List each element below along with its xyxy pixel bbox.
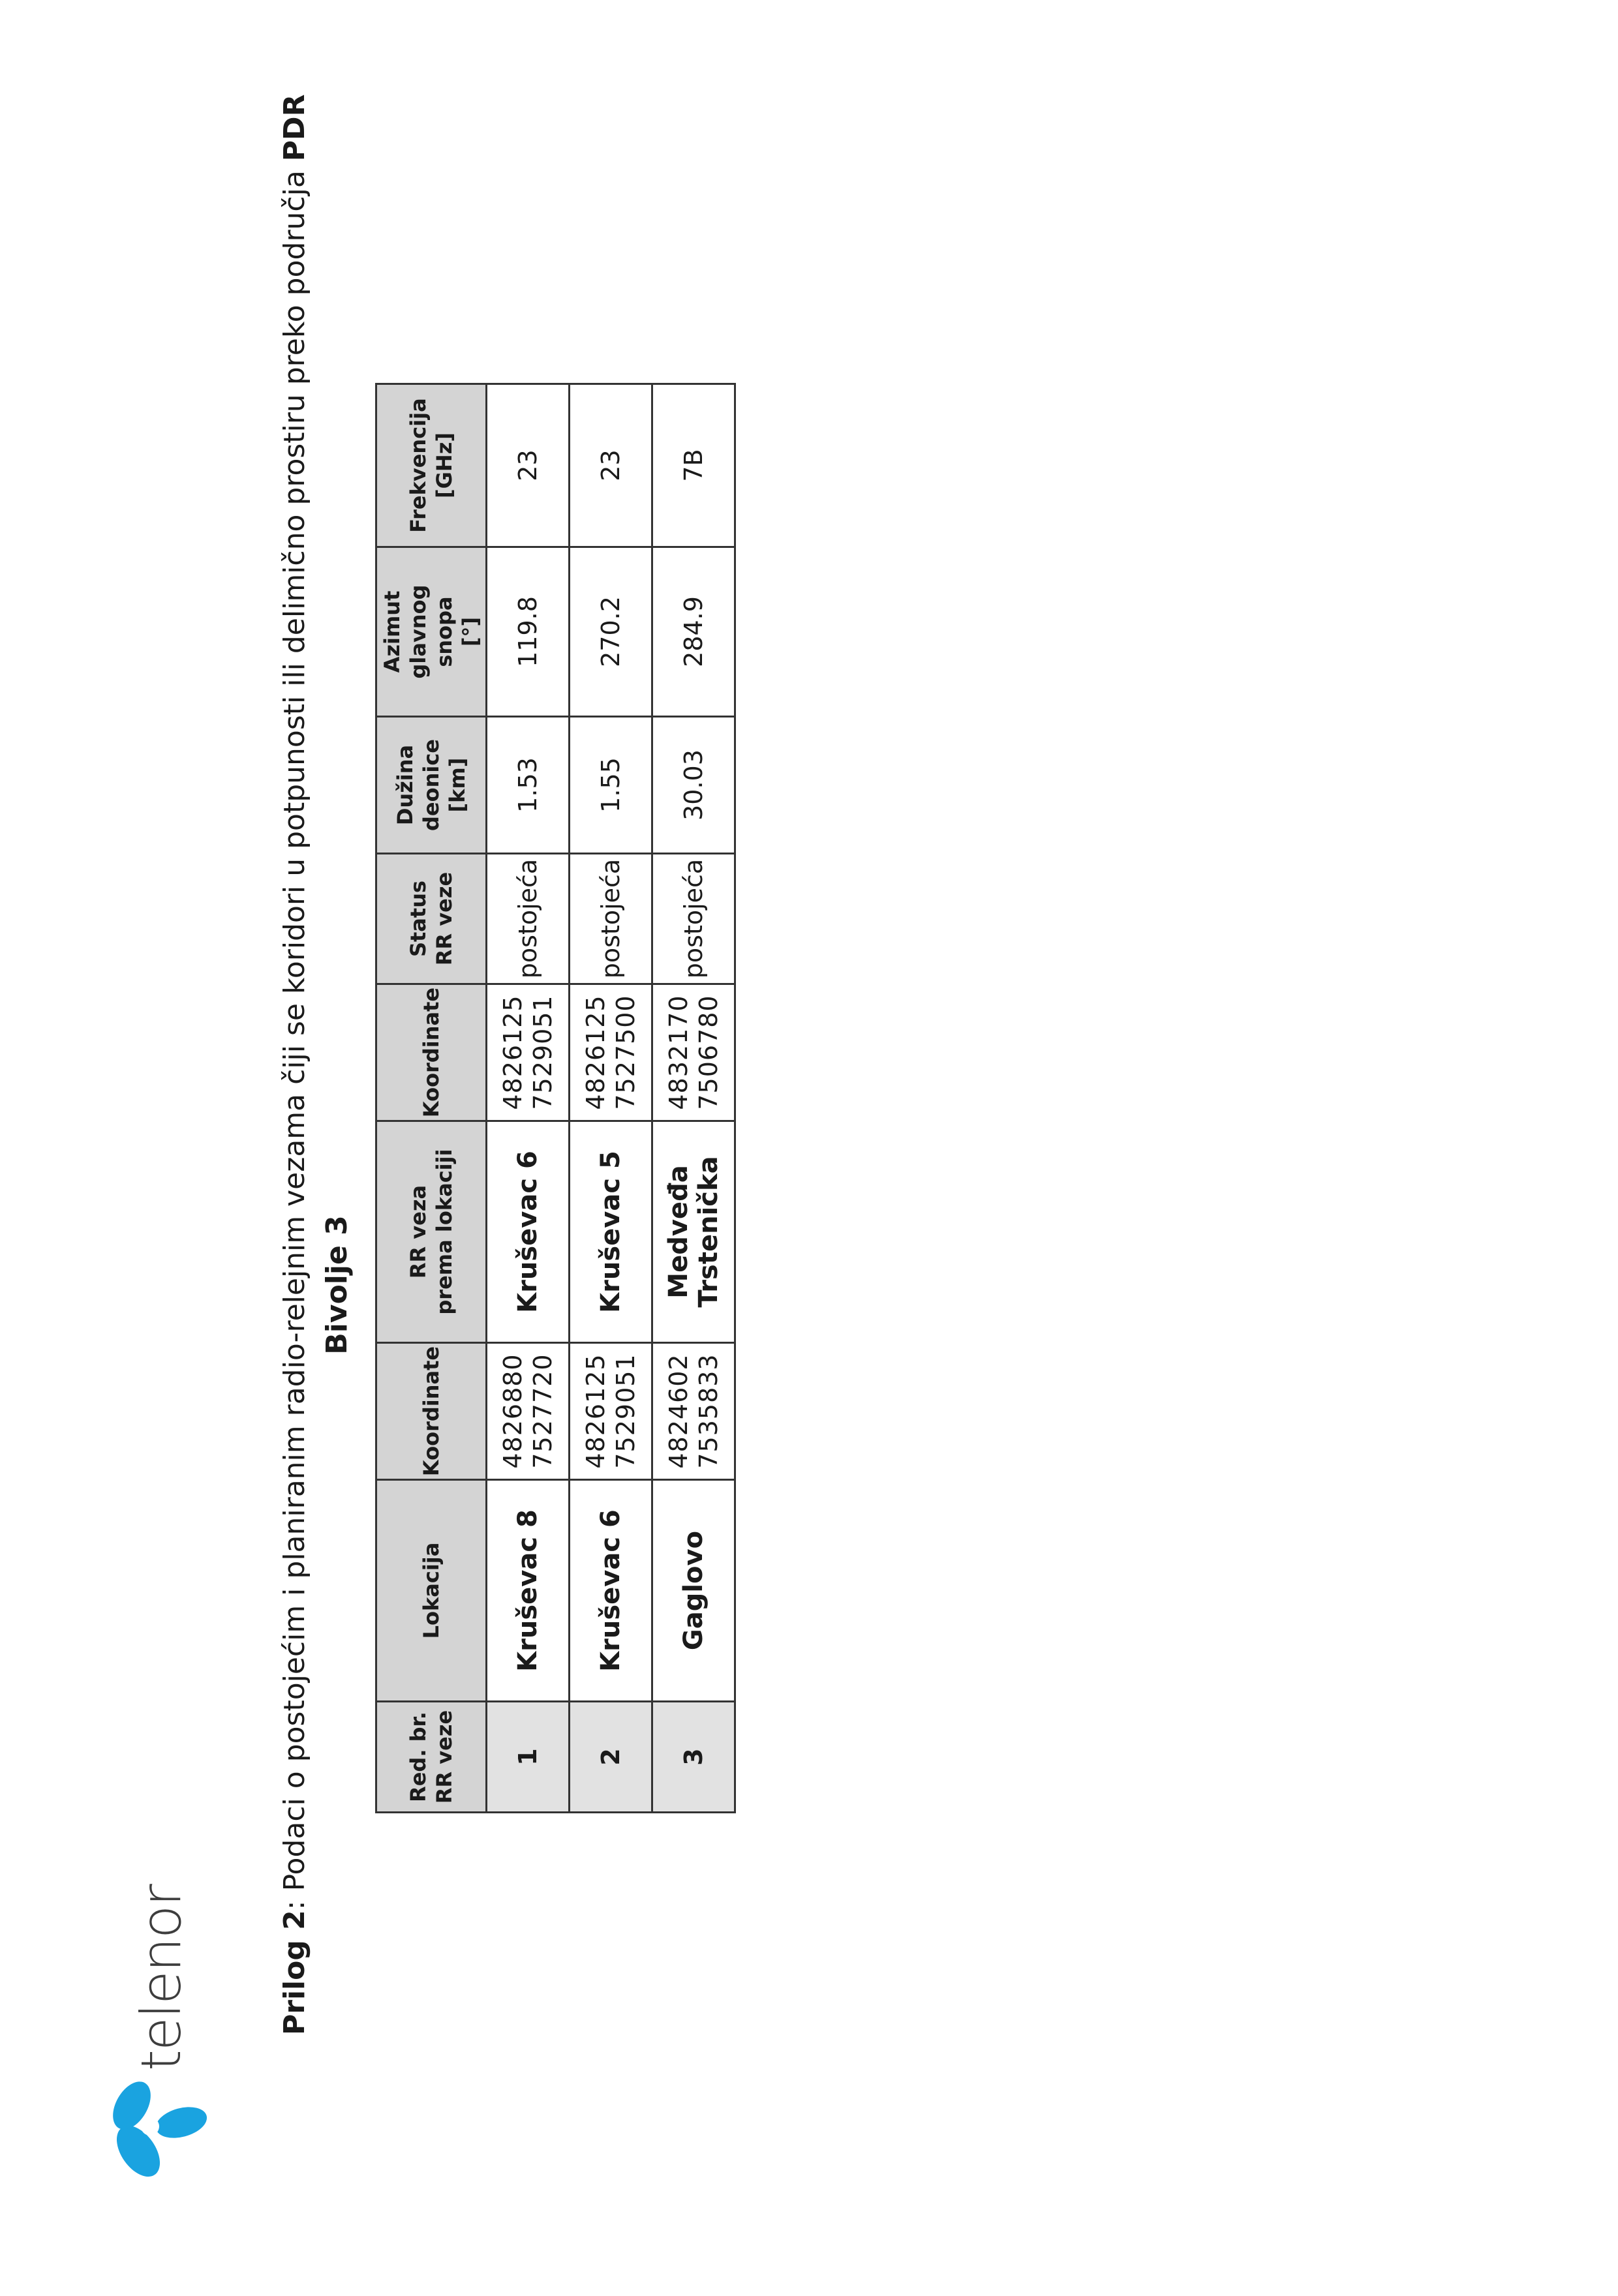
cell-status: postojeća bbox=[487, 854, 570, 984]
cell-koordinate-1: 4826880 7527720 bbox=[487, 1343, 570, 1480]
table-header-row bbox=[376, 384, 487, 1813]
header-duzina: Dužina deonice [km] bbox=[376, 717, 487, 854]
table-row bbox=[652, 384, 735, 1813]
cell-koordinate-1: 4824602 7535833 bbox=[652, 1343, 735, 1480]
caption-emphasis: PDR bbox=[278, 94, 311, 162]
telenor-propeller-icon bbox=[98, 2074, 209, 2185]
cell-frekvencija: 23 bbox=[487, 384, 570, 547]
document-subtitle: Bivolje 3 bbox=[320, 1215, 354, 1355]
cell-duzina: 1.55 bbox=[570, 717, 652, 854]
cell-azimut: 119.8 bbox=[487, 547, 570, 717]
cell-frekvencija: 23 bbox=[570, 384, 652, 547]
document-caption bbox=[277, 78, 313, 2035]
header-azimut: Azimut glavnog snopa [°] bbox=[376, 547, 487, 717]
cell-rr-veza: Kruševac 6 bbox=[487, 1121, 570, 1343]
header-red-br: Red. br. RR veze bbox=[376, 1702, 487, 1813]
header-koordinate-1: Koordinate bbox=[376, 1343, 487, 1480]
cell-koordinate-2: 4832170 7506780 bbox=[652, 984, 735, 1121]
cell-frekvencija: 7B bbox=[652, 384, 735, 547]
cell-rr-veza: Kruševac 5 bbox=[570, 1121, 652, 1343]
logo-wordmark: telenor bbox=[129, 1885, 193, 2071]
cell-koordinate-2: 4826125 7529051 bbox=[487, 984, 570, 1121]
cell-koordinate-1: 4826125 7529051 bbox=[570, 1343, 652, 1480]
cell-status: postojeća bbox=[652, 854, 735, 984]
table-row bbox=[487, 384, 570, 1813]
cell-azimut: 284.9 bbox=[652, 547, 735, 717]
caption-text: : Podaci o postojećim i planiranim radio-relejnim vezama čiji se koridori u potpunosti ili delimično prostiru preko područja bbox=[278, 161, 311, 1911]
header-frekvencija: Frekvencija [GHz] bbox=[376, 384, 487, 547]
table-row bbox=[570, 384, 652, 1813]
header-koordinate-2: Koordinate bbox=[376, 984, 487, 1121]
header-rr-veza: RR veza prema lokaciji bbox=[376, 1121, 487, 1343]
cell-status: postojeća bbox=[570, 854, 652, 984]
cell-koordinate-2: 4826125 7527500 bbox=[570, 984, 652, 1121]
cell-no: 3 bbox=[652, 1702, 735, 1813]
cell-duzina: 1.53 bbox=[487, 717, 570, 854]
rr-links-table bbox=[375, 383, 736, 1813]
cell-no: 2 bbox=[570, 1702, 652, 1813]
cell-no: 1 bbox=[487, 1702, 570, 1813]
caption-label: Prilog 2 bbox=[278, 1910, 311, 2035]
cell-lokacija: Kruševac 8 bbox=[487, 1480, 570, 1702]
cell-rr-veza: Medveđa Trstenička bbox=[652, 1121, 735, 1343]
cell-azimut: 270.2 bbox=[570, 547, 652, 717]
cell-lokacija: Gaglovo bbox=[652, 1480, 735, 1702]
cell-lokacija: Kruševac 6 bbox=[570, 1480, 652, 1702]
header-status: Status RR veze bbox=[376, 854, 487, 984]
cell-duzina: 30.03 bbox=[652, 717, 735, 854]
telenor-logo bbox=[98, 1879, 209, 2185]
header-lokacija: Lokacija bbox=[376, 1480, 487, 1702]
